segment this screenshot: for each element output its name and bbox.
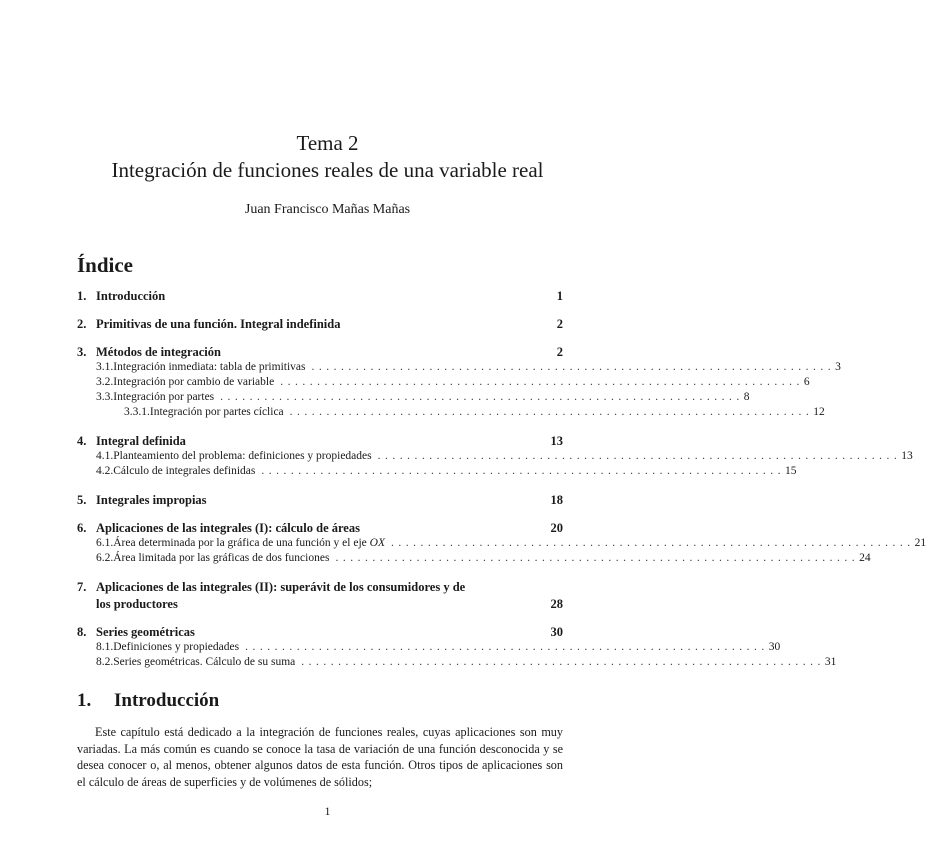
page-number: 1 bbox=[324, 804, 331, 818]
toc-subsection-8-1[interactable] bbox=[96, 640, 781, 655]
toc-page: 30 bbox=[550, 625, 563, 639]
toc-page: 1 bbox=[556, 289, 563, 303]
toc-num: 4.2. bbox=[96, 465, 114, 477]
toc-section-4[interactable] bbox=[77, 433, 563, 449]
toc-page: 2 bbox=[556, 317, 563, 331]
toc-subsection-4-1[interactable] bbox=[96, 449, 913, 464]
toc-subsection-8-2[interactable] bbox=[96, 655, 837, 670]
toc-label: Cálculo de integrales definidas bbox=[113, 465, 256, 477]
toc-page: 30 bbox=[768, 641, 781, 653]
toc-label: Series geométricas bbox=[96, 625, 195, 639]
toc-subsection-4-2[interactable] bbox=[96, 464, 797, 479]
title-line-1: Tema 2 bbox=[296, 131, 359, 155]
toc-leader: ....................................................................... bbox=[301, 656, 825, 668]
toc-page: 31 bbox=[824, 656, 837, 668]
section-title: Introducción bbox=[114, 690, 220, 711]
toc-page: 3 bbox=[835, 361, 841, 373]
toc-num: 8.2. bbox=[96, 656, 114, 668]
toc-page: 8 bbox=[743, 391, 750, 403]
toc-section-7[interactable] bbox=[77, 579, 563, 613]
toc-num: 6.1. bbox=[96, 537, 114, 549]
toc-page: 13 bbox=[901, 450, 913, 462]
toc-num: 8. bbox=[77, 625, 87, 639]
toc-num: 7. bbox=[77, 580, 87, 594]
toc-num: 3.3. bbox=[96, 391, 114, 403]
math-ox: OX bbox=[369, 537, 385, 549]
toc-label: Área limitada por las gráficas de dos funciones bbox=[113, 552, 330, 564]
toc-page: 21 bbox=[914, 537, 926, 549]
toc-leader: ....................................................................... bbox=[245, 641, 769, 653]
toc-leader: ....................................................................... bbox=[335, 552, 860, 564]
toc-leader: ....................................................................... bbox=[220, 391, 744, 403]
toc-label: Series geométricas. Cálculo de su suma bbox=[113, 656, 296, 668]
toc-subsection-3-1[interactable] bbox=[96, 360, 841, 375]
intro-paragraph: Este capítulo está dedicado a la integración de funciones reales, cuyas aplicaciones son muy variadas. La más común es cuando se conoce la tasa de variación de una función desconocida y se desea conocer o, al menos, obtener algunos datos de esta función. Otros tipos de aplicaciones son el cálculo de áreas de superficies y de volúmenes de sólidos; bbox=[77, 725, 563, 789]
toc-label: Integrales impropias bbox=[96, 493, 207, 507]
toc-section-3[interactable] bbox=[77, 344, 563, 360]
index-heading: Índice bbox=[77, 253, 134, 277]
toc-page: 20 bbox=[550, 521, 563, 535]
toc-num: 8.1. bbox=[96, 641, 114, 653]
toc-label: Integral definida bbox=[96, 434, 186, 448]
toc-num: 3.3.1. bbox=[124, 406, 150, 418]
toc-section-8[interactable] bbox=[77, 624, 563, 640]
section-number: 1. bbox=[77, 690, 92, 711]
toc-page: 6 bbox=[803, 376, 810, 388]
toc-num: 5. bbox=[77, 493, 87, 507]
toc-section-6[interactable] bbox=[77, 520, 563, 536]
toc-label bbox=[113, 536, 385, 551]
toc-label: Definiciones y propiedades bbox=[113, 641, 240, 653]
toc-leader: ....................................................................... bbox=[289, 406, 814, 418]
author: Juan Francisco Mañas Mañas bbox=[244, 202, 411, 217]
toc-num: 4. bbox=[77, 434, 87, 448]
section-heading-introduccion bbox=[77, 690, 219, 712]
toc-page: 13 bbox=[550, 434, 563, 448]
toc-num: 3.2. bbox=[96, 376, 114, 388]
toc-leader: ....................................................................... bbox=[261, 465, 785, 477]
toc-num: 4.1. bbox=[96, 450, 114, 462]
toc-label-line-2: los productores bbox=[96, 597, 178, 611]
toc-num: 6.2. bbox=[96, 552, 114, 564]
toc-label: Integración inmediata: tabla de primitivas bbox=[113, 361, 306, 373]
toc-page: 18 bbox=[550, 493, 563, 507]
toc-num: 2. bbox=[77, 317, 87, 331]
toc-subsection-6-2[interactable] bbox=[96, 551, 871, 566]
toc-page: 12 bbox=[813, 406, 825, 418]
toc-label: Introducción bbox=[96, 289, 166, 303]
toc-page: 24 bbox=[859, 552, 871, 564]
title-line-2: Integración de funciones reales de una variable real bbox=[111, 158, 544, 182]
toc-label: Aplicaciones de las integrales (I): cálculo de áreas bbox=[96, 521, 360, 535]
toc-leader: ....................................................................... bbox=[390, 537, 915, 549]
toc-page: 28 bbox=[550, 597, 563, 611]
toc-subsection-3-3[interactable] bbox=[96, 390, 750, 405]
toc-subsection-3-3-1[interactable] bbox=[124, 405, 825, 420]
toc-leader: ....................................................................... bbox=[280, 376, 804, 388]
toc-num: 1. bbox=[77, 289, 87, 303]
toc-section-5[interactable] bbox=[77, 492, 563, 508]
toc-leader: ....................................................................... bbox=[311, 361, 836, 373]
toc-label-text: Área determinada por la gráfica de una función y el eje bbox=[113, 537, 367, 549]
toc-label: Integración por partes bbox=[113, 391, 215, 403]
toc-section-2[interactable] bbox=[77, 316, 563, 332]
toc-label: Planteamiento del problema: definiciones y propiedades bbox=[113, 450, 372, 462]
toc-num: 3.1. bbox=[96, 361, 114, 373]
toc-leader: ....................................................................... bbox=[377, 450, 902, 462]
toc-label: Métodos de integración bbox=[96, 345, 221, 359]
toc-num: 6. bbox=[77, 521, 87, 535]
toc-section-1[interactable] bbox=[77, 288, 563, 304]
toc-num: 3. bbox=[77, 345, 87, 359]
toc-label: Primitivas de una función. Integral indefinida bbox=[96, 317, 341, 331]
toc-subsection-6-1[interactable] bbox=[96, 536, 926, 551]
toc-subsection-3-2[interactable] bbox=[96, 375, 810, 390]
toc-label-line-1: Aplicaciones de las integrales (II): superávit de los consumidores y de bbox=[96, 580, 466, 594]
toc-label: Integración por partes cíclica bbox=[149, 406, 284, 418]
toc-page: 2 bbox=[556, 345, 563, 359]
toc-label: Integración por cambio de variable bbox=[113, 376, 275, 388]
toc-page: 15 bbox=[784, 465, 797, 477]
